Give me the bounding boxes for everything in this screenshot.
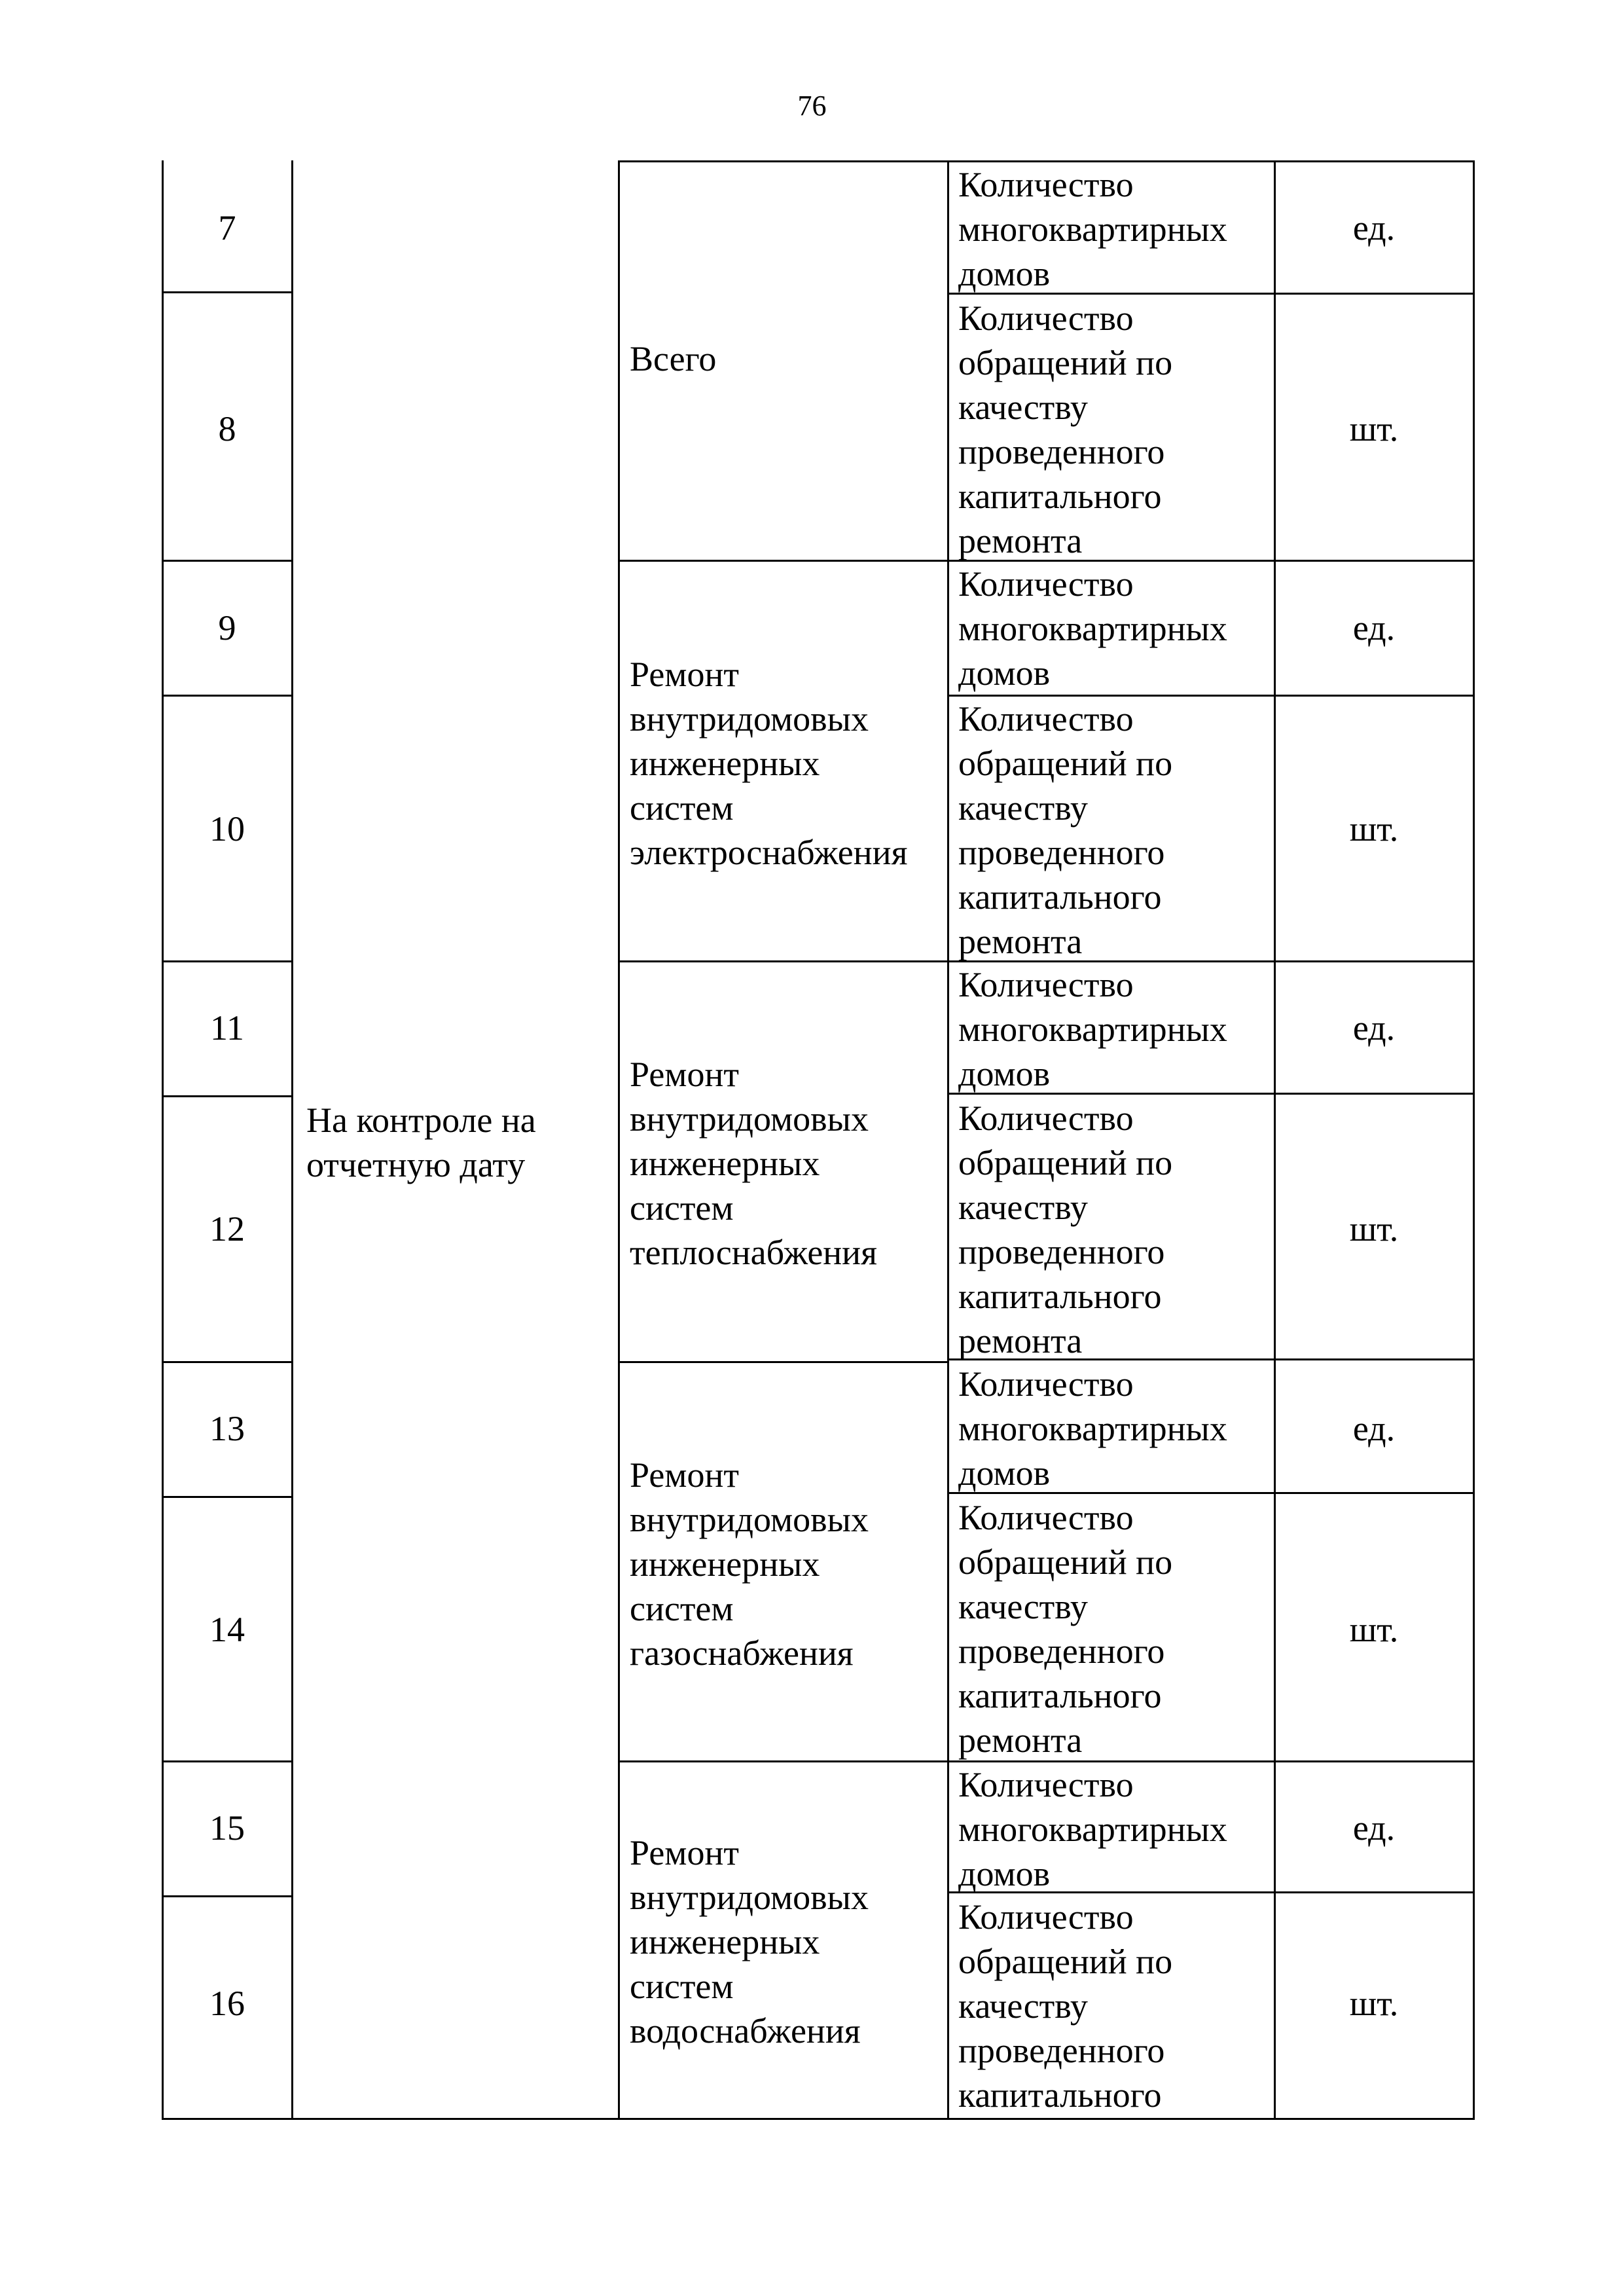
row-number: 16 — [209, 1984, 245, 2023]
row-number: 10 — [209, 809, 245, 848]
col-line-status — [618, 160, 620, 2119]
page-number: 76 — [797, 90, 827, 122]
unit-text: ед. — [1352, 1808, 1396, 1848]
num-row-line-3 — [162, 695, 293, 697]
row-number: 11 — [210, 1008, 244, 1048]
indicator-text: Количество многоквартирных домов — [958, 1765, 1227, 1893]
category-label: Ремонт внутридомовых инженерных систем водоснабжения — [630, 1833, 869, 2050]
unit-text: шт. — [1349, 1984, 1399, 2023]
num-row-line-8 — [162, 1760, 293, 1762]
category-label: Ремонт внутридомовых инженерных систем теплоснабжения — [630, 1055, 877, 1272]
num-row-line-1 — [162, 291, 293, 293]
category-border-4 — [618, 1361, 949, 1363]
num-row-line-4 — [162, 960, 293, 962]
indicator-text: Количество многоквартирных домов — [958, 165, 1227, 293]
num-row-line-7 — [162, 1496, 293, 1498]
row-number: 9 — [218, 608, 236, 647]
num-row-line-5 — [162, 1095, 293, 1097]
indicator-text: Количество обращений по качеству проведенного капитального ремонта — [958, 299, 1173, 560]
unit-text: ед. — [1352, 608, 1396, 647]
unit-text: ед. — [1352, 1008, 1396, 1048]
num-row-line-2 — [162, 560, 293, 562]
indicator-text: Количество обращений по качеству проведенного капитального ремонта — [958, 1099, 1173, 1360]
unit-text: шт. — [1349, 809, 1399, 848]
indicator-text: Количество многоквартирных домов — [958, 564, 1227, 693]
unit-text: шт. — [1349, 1209, 1399, 1248]
unit-text: шт. — [1349, 1610, 1399, 1649]
row-number: 7 — [218, 208, 236, 247]
category-border-3 — [618, 960, 949, 962]
category-label: Всего — [630, 339, 717, 378]
row-number: 8 — [218, 409, 236, 448]
indicator-text: Количество обращений по качеству проведенного капитального ремонта — [958, 699, 1173, 961]
indicator-text: Количество обращений по качеству проведенного капитального ремонта — [958, 1498, 1173, 1760]
category-border-1 — [618, 160, 949, 162]
status-label: На контроле на отчетную дату — [306, 1101, 536, 1184]
unit-text: шт. — [1349, 409, 1399, 448]
row-number: 13 — [209, 1409, 245, 1448]
category-label: Ремонт внутридомовых инженерных систем газоснабжения — [630, 1455, 869, 1673]
row-number: 15 — [209, 1808, 245, 1848]
unit-text: ед. — [1352, 1409, 1396, 1448]
indicator-text: Количество многоквартирных домов — [958, 965, 1227, 1093]
category-label: Ремонт внутридомовых инженерных систем электроснабжения — [630, 655, 908, 872]
num-row-line-6 — [162, 1361, 293, 1363]
num-row-line-9 — [162, 1895, 293, 1897]
unit-text: ед. — [1352, 208, 1396, 247]
indicator-text: Количество многоквартирных домов — [958, 1364, 1227, 1493]
category-border-5 — [618, 1760, 949, 1762]
indicator-text: Количество обращений по качеству проведенного капитального — [958, 1897, 1173, 2115]
col-line-category — [947, 160, 949, 2119]
col-line-right — [1473, 160, 1475, 2119]
row-number: 14 — [209, 1610, 245, 1649]
category-border-2 — [618, 560, 949, 562]
row-number: 12 — [209, 1209, 245, 1248]
row-line-bottom — [162, 2118, 1475, 2120]
